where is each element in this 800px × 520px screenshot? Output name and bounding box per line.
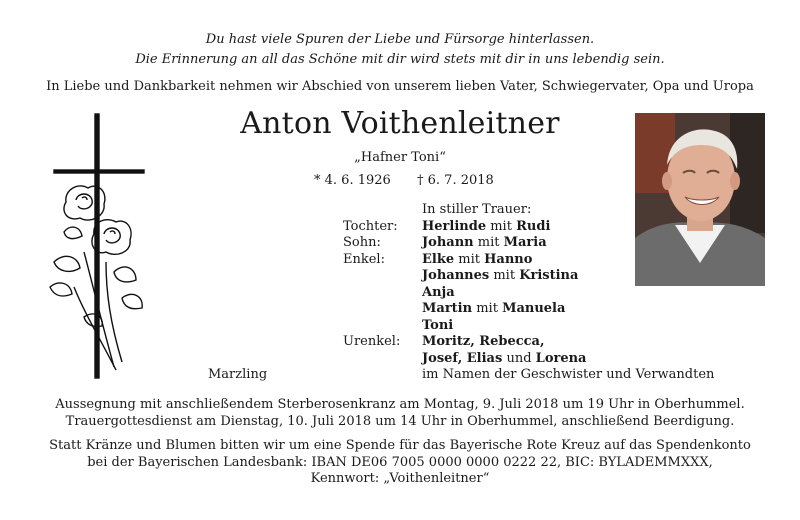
daughter-entry [422, 219, 550, 236]
donation-line-1: Statt Kränze und Blumen bitten wir um eine Spende für das Bayerische Rote Kreuz auf das Spendenkonto [49, 438, 751, 453]
grandchild-partner: Hanno [484, 251, 533, 267]
great-grandchildren-line-1: Moritz, Rebecca, [422, 334, 545, 349]
deceased-nickname: „Hafner Toni“ [354, 150, 446, 165]
portrait-photo [635, 113, 765, 286]
service-info [0, 397, 800, 430]
birth-date: * 4. 6. 1926 [314, 173, 391, 188]
with-word: mit [476, 301, 498, 316]
grandchild-name: Johannes [422, 268, 490, 283]
with-word: mit [458, 251, 480, 267]
intro-text: In Liebe und Dankbarkeit nehmen wir Abschied von unserem lieben Vater, Schwiegervater, Opa und Uropa [46, 79, 754, 94]
daughter-label: Tochter: [343, 218, 398, 234]
cross-with-roses-icon [44, 112, 154, 382]
son-label: Sohn: [343, 235, 381, 250]
great-grandchild-name: Lorena [535, 350, 587, 366]
deceased-name: Anton Voithenleitner [240, 106, 560, 141]
great-grandchildren-label: Urenkel: [343, 334, 401, 349]
donation-line-3: Kennwort: „Voithenleitner“ [310, 471, 490, 486]
grandchild-entry [422, 301, 565, 318]
grandchild-entry [422, 268, 578, 285]
grandchild-partner: Manuela [502, 301, 566, 316]
and-word: und [506, 350, 532, 366]
with-word: mit [490, 218, 512, 234]
daughter-name: Herlinde [422, 218, 487, 234]
great-grandchildren-line-2 [422, 351, 586, 368]
quote-line-1: Du hast viele Spuren der Liebe und Fürsorge hinterlassen. [205, 32, 595, 47]
quote-line-2: Die Erinnerung an all das Schöne mit dir wird stets mit dir in uns lebendig sein. [135, 52, 665, 67]
relatives-line: im Namen der Geschwister und Verwandten [422, 367, 715, 382]
son-name: Johann [422, 235, 474, 250]
grandchild-name: Elke [422, 251, 455, 267]
daughter-partner: Rudi [516, 218, 551, 234]
grandchild-entry [422, 252, 532, 269]
son-entry [422, 235, 547, 252]
service-line-1: Aussegnung mit anschließendem Sterberosenkranz am Montag, 9. Juli 2018 um 19 Uhr in Oberhummel. [55, 397, 745, 412]
donation-line-2: bei der Bayerischen Landesbank: IBAN DE06 7005 0000 0000 0222 22, BIC: BYLADEMMXXX, [87, 454, 713, 470]
grandchild-name: Anja [422, 284, 455, 300]
memorial-quote [0, 30, 800, 70]
grandchild-name: Martin [422, 301, 473, 316]
with-word: mit [493, 268, 516, 283]
great-grandchildren-names: Josef, Elias [422, 350, 503, 366]
mourners-heading: In stiller Trauer: [422, 202, 532, 217]
place-name: Marzling [208, 367, 268, 382]
grandchildren-label: Enkel: [343, 251, 385, 267]
grandchild-partner: Kristina [519, 268, 579, 283]
with-word: mit [477, 235, 500, 250]
grandchild-name: Toni [422, 317, 454, 333]
donation-info [0, 438, 800, 488]
son-partner: Maria [503, 235, 547, 250]
service-line-2: Trauergottesdienst am Dienstag, 10. Juli 2018 um 14 Uhr in Oberhummel, anschließend Beerdigung. [65, 413, 735, 429]
death-date: † 6. 7. 2018 [417, 173, 494, 188]
